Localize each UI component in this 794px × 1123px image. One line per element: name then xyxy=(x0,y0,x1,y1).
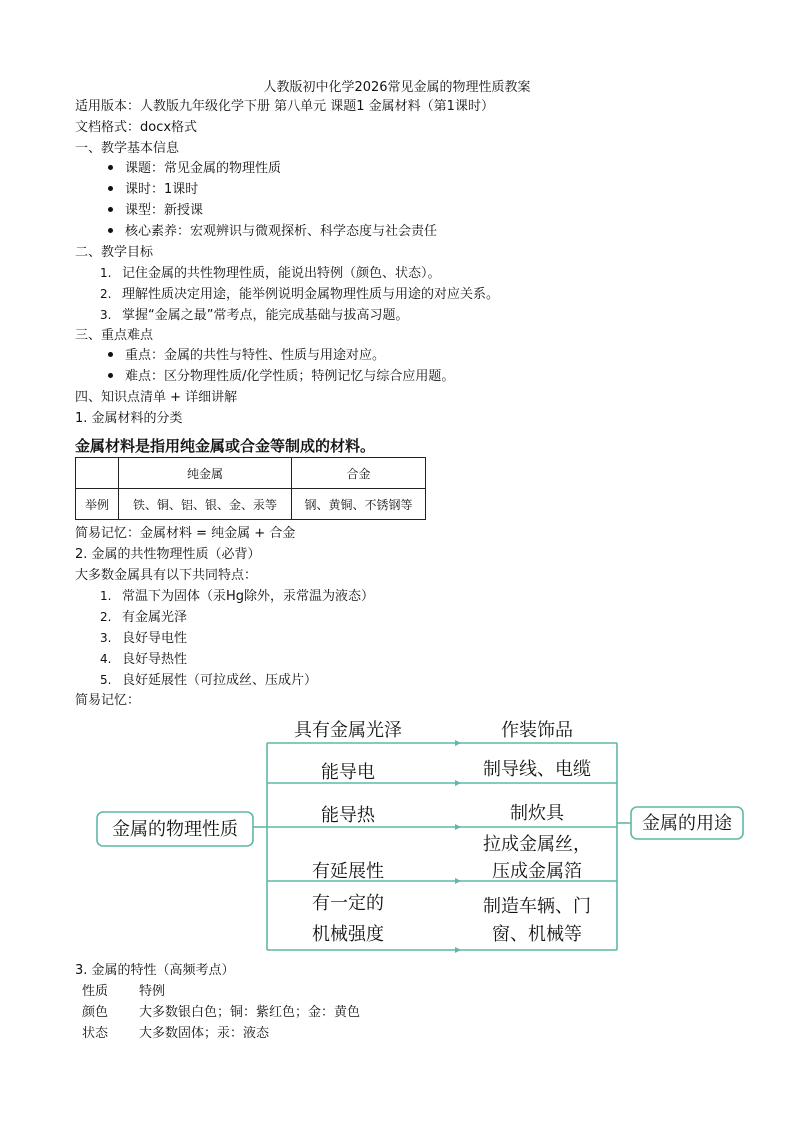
property-use-diagram xyxy=(95,715,747,960)
bullet-item: 难点：区分物理性质/化学性质；特例记忆与综合应用题。 xyxy=(108,368,454,386)
numbered-item: 3. 掌握“金属之最”常考点，能完成基础与拔高习题。 xyxy=(100,308,409,323)
table-cell: 钢、黄铜、不锈钢等 xyxy=(292,489,426,520)
numbered-item: 4. 良好导热性 xyxy=(100,652,188,667)
left-box-label: 金属的物理性质 xyxy=(112,819,238,840)
use-label: 拉成金属丝， xyxy=(483,834,591,855)
section4-heading: 四、知识点清单 + 详细讲解 xyxy=(75,390,238,405)
bullet-dot xyxy=(108,165,113,170)
numbered-item: 5. 良好延展性（可拉成丝、压成片） xyxy=(100,673,318,688)
property-label: 机械强度 xyxy=(312,924,384,945)
property-label: 具有金属光泽 xyxy=(294,720,402,741)
bullet-dot xyxy=(108,207,113,212)
format-line: 文档格式：docx格式 xyxy=(75,120,198,135)
table-header-cell: 合金 xyxy=(292,458,426,489)
sub2-intro: 大多数金属具有以下共同特点： xyxy=(75,568,258,583)
numbered-item: 2. 理解性质决定用途，能举例说明金属物理性质与用途的对应关系。 xyxy=(100,287,500,302)
right-box-label: 金属的用途 xyxy=(642,813,732,834)
use-label: 制造车辆、门 xyxy=(483,896,591,917)
section1-heading: 一、教学基本信息 xyxy=(75,141,180,156)
use-label: 制导线、电缆 xyxy=(483,759,591,780)
use-label: 压成金属箔 xyxy=(492,861,582,882)
prop-header-c1: 性质 xyxy=(82,984,109,999)
table-row-label: 举例 xyxy=(76,489,119,520)
version-line: 适用版本：人教版九年级化学下册 第八单元 课题1 金属材料（第1课时） xyxy=(75,99,494,114)
bullet-item: 课题：常见金属的物理性质 xyxy=(108,160,281,178)
property-label: 有一定的 xyxy=(312,893,384,914)
bullet-dot xyxy=(108,228,113,233)
property-label: 能导电 xyxy=(321,762,375,783)
arrow-heads xyxy=(455,740,461,953)
prop-header-c2: 特例 xyxy=(139,984,166,999)
table-cell-empty xyxy=(76,458,119,489)
doc-title: 人教版初中化学2026常见金属的物理性质教案 xyxy=(263,80,531,95)
prop-row-c1: 状态 xyxy=(82,1026,109,1041)
table-row xyxy=(76,489,426,520)
prop-row-c2: 大多数银白色；铜：紫红色；金：黄色 xyxy=(139,1005,361,1020)
prop-row-c1: 颜色 xyxy=(82,1005,109,1020)
bullet-item: 核心素养：宏观辨识与微观探析、科学态度与社会责任 xyxy=(108,223,437,241)
bullet-item: 课时：1课时 xyxy=(108,181,198,199)
bullet-dot xyxy=(108,352,113,357)
sub3-heading: 3. 金属的特性（高频考点） xyxy=(75,963,235,978)
numbered-item: 2. 有金属光泽 xyxy=(100,610,188,625)
use-label: 窗、机械等 xyxy=(492,924,582,945)
prop-row-c2: 大多数固体；汞：液态 xyxy=(139,1026,270,1041)
table-cell: 铁、铜、铝、银、金、汞等 xyxy=(119,489,292,520)
table-header-cell: 纯金属 xyxy=(119,458,292,489)
property-label: 能导热 xyxy=(321,805,375,826)
bullet-dot xyxy=(108,186,113,191)
classification-table xyxy=(75,457,426,520)
table-row xyxy=(76,458,426,489)
section2-heading: 二、教学目标 xyxy=(75,245,154,260)
memo-line-2: 简易记忆： xyxy=(75,693,141,708)
sub1-heading: 1. 金属材料的分类 xyxy=(75,411,183,426)
bullet-item: 重点：金属的共性与特性、性质与用途对应。 xyxy=(108,347,385,365)
numbered-item: 1. 常温下为固体（汞Hg除外，汞常温为液态） xyxy=(100,589,375,604)
numbered-item: 1. 记住金属的共性物理性质，能说出特例（颜色、状态）。 xyxy=(100,266,441,281)
property-label: 有延展性 xyxy=(312,861,384,882)
memo-line: 简易记忆：金属材料 = 纯金属 + 合金 xyxy=(75,526,296,541)
use-label: 作装饰品 xyxy=(501,720,573,741)
section3-heading: 三、重点难点 xyxy=(75,328,154,343)
bullet-item: 课型：新授课 xyxy=(108,202,203,220)
use-label: 制炊具 xyxy=(510,803,564,824)
definition-text: 金属材料是指用纯金属或合金等制成的材料。 xyxy=(75,437,376,455)
numbered-item: 3. 良好导电性 xyxy=(100,631,188,646)
bullet-dot xyxy=(108,373,113,378)
sub2-heading: 2. 金属的共性物理性质（必背） xyxy=(75,547,261,562)
